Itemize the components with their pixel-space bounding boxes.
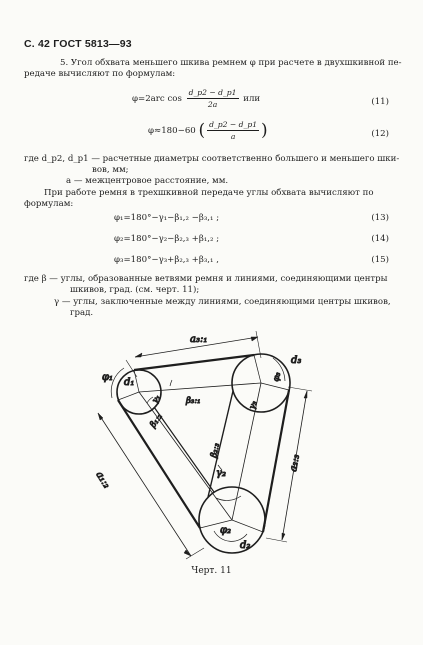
where1-line-2: вов, мм;: [92, 165, 129, 175]
page-header: С. 42 ГОСТ 5813—93: [24, 38, 132, 50]
formula-12-numerator: d_p2 − d_p1: [209, 120, 258, 129]
radius-line-2b: [232, 520, 263, 532]
formula-11-number: (11): [371, 97, 389, 107]
formula-13: φ₁=180°−γ₁−β₁,₂ −β₃,₁ ;: [114, 213, 220, 223]
arc-beta31: [170, 380, 172, 386]
label-d1: d₁: [124, 377, 135, 388]
label-a31: a₃:₁: [190, 334, 208, 345]
dimension-a23-arrow-bottom: [282, 533, 285, 540]
label-d2: d₂: [240, 540, 251, 551]
label-a12: a₁:₂: [93, 469, 112, 491]
where1-line-1: где d_p2, d_p1 — расчетные диаметры соответственно большего и меньшего шки-: [24, 154, 400, 164]
where1-line-3: a — межцентровое расстояние, мм.: [66, 176, 229, 186]
formula-12-denominator: a: [230, 132, 236, 141]
label-gamma1: γ₁: [150, 393, 164, 406]
radius-line-3b: [261, 383, 289, 390]
intro-line-2: редаче вычисляют по формулам:: [24, 69, 176, 79]
where2-line-3: γ — углы, заключенные между линиями, соединяющими центры шкивов,: [54, 297, 391, 307]
radius-line-3: [254, 355, 261, 383]
dimension-a31-ext-left: [126, 360, 137, 377]
label-phi1: φ₁: [102, 372, 114, 383]
formula-11-suffix: или: [243, 94, 261, 104]
formula-12-close-paren: ): [261, 120, 268, 141]
formula-12-number: (12): [371, 129, 389, 139]
label-d3: d₃: [291, 355, 302, 366]
formula-15-number: (15): [371, 255, 389, 265]
three-pulley-line-1: При работе ремня в трехшкивной передаче углы обхвата вычисляют по: [44, 188, 374, 198]
intro-line-1: 5. Угол обхвата меньшего шкива ремнем φ при расчете в двухшкивной пе-: [60, 58, 402, 68]
formula-14: φ₂=180°−γ₂−β₂,₃ +β₁,₂ ;: [114, 234, 220, 244]
dimension-a23-ext-bottom: [266, 538, 287, 542]
where2-line-2: шкивов, град. (см. черт. 11);: [70, 285, 200, 295]
formula-11-denominator: 2a: [207, 100, 218, 109]
label-a23: a₂:₃: [288, 453, 302, 473]
label-beta23: β₂:₃: [209, 442, 222, 459]
formula-15: φ₃=180°−γ₃+β₂,₃ +β₃,₁ ,: [114, 255, 219, 265]
label-gamma3: γ₃: [247, 399, 260, 412]
where2-line-4: град.: [70, 308, 94, 318]
formula-13-number: (13): [371, 213, 389, 223]
center-line-1-3: [139, 383, 261, 392]
label-phi3: φ₃: [271, 371, 284, 383]
dimension-a23-ext-top: [288, 387, 312, 391]
three-pulley-line-2: формулам:: [24, 199, 74, 209]
label-phi2: φ₂: [220, 525, 232, 536]
dimension-a31-arrow-left: [135, 353, 142, 357]
label-beta31: β₃:₁: [186, 396, 201, 406]
formula-14-number: (14): [371, 234, 389, 244]
label-gamma2: γ₂: [216, 468, 226, 479]
label-beta12: β₁:₂: [148, 412, 165, 430]
figure-caption: Черт. 11: [191, 566, 232, 576]
dimension-a31-arrow-right: [251, 337, 258, 341]
formula-12-open-paren: (: [198, 120, 206, 141]
formula-11-lhs: φ=2arc cos: [132, 94, 182, 104]
dimension-a23-arrow-top: [304, 391, 307, 398]
where2-line-1: где β — углы, образованные ветвями ремня и линиями, соединяющими центры: [24, 274, 388, 284]
radius-line-1b: [118, 392, 139, 400]
formula-11-numerator: d_p2 − d_p1: [188, 88, 237, 97]
formula-12-lhs: φ≈180−60: [148, 126, 196, 136]
